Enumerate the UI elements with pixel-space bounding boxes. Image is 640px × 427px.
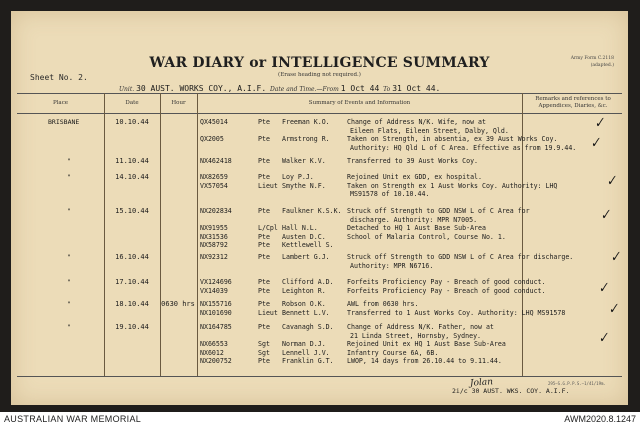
entry-line <box>200 190 520 200</box>
service-number: NX92312 <box>200 253 228 261</box>
service-number: NX462418 <box>200 157 232 165</box>
event-text: Change of Address N/K. Wife, now at <box>347 118 486 126</box>
handwritten-initial-mark: ✓ <box>608 249 623 266</box>
soldier-name: Loy P.J. <box>282 173 314 181</box>
handwritten-initial-mark: ✓ <box>598 207 613 224</box>
service-number: NX82659 <box>200 173 228 181</box>
column-header-place: Place <box>52 99 69 106</box>
unit-label: Unit. <box>119 86 135 93</box>
soldier-name: Leighton R. <box>282 286 326 295</box>
soldier-name: Robson O.K. <box>282 300 326 308</box>
column-header-hour: Hour <box>171 99 186 106</box>
rank: Lieut <box>258 181 278 190</box>
service-number: NX58792 <box>200 241 228 249</box>
event-text: Taken on Strength, in absentia, ex 39 Aust Works Coy. <box>347 135 558 143</box>
service-number: NX6012 <box>200 348 224 357</box>
service-number: NX155716 <box>200 300 232 308</box>
soldier-name: Freeman K.O. <box>282 118 330 126</box>
event-text: discharge. Authority: MPR N7005. <box>350 215 478 224</box>
soldier-name: Austen D.C. <box>282 232 326 241</box>
event-text: Rejoined Unit ex GDD, ex hospital. <box>347 173 482 181</box>
date-to: 31 Oct 44. <box>392 84 441 93</box>
rank: Pte <box>258 300 270 308</box>
handwritten-initial-mark: ✓ <box>606 301 621 318</box>
event-text: Authority: MPR N6716. <box>350 261 434 270</box>
rank: Pte <box>258 357 270 365</box>
rank: Sgt <box>258 340 270 348</box>
rank: Pte <box>258 278 270 286</box>
event-text: School of Malaria Control, Course No. 1. <box>347 232 506 241</box>
table-bottom-rule <box>17 376 622 377</box>
entry-line <box>200 157 520 167</box>
event-text: Struck off Strength to GDD NSW L of C Area for discharge. <box>347 253 574 261</box>
rank: L/Cpl <box>258 224 278 232</box>
event-text: Infantry Course 6A, 6B. <box>347 348 439 357</box>
event-text: Struck off Strength to GDD NSW L of C Area for <box>347 207 530 215</box>
handwritten-initial-mark: ✓ <box>604 173 619 190</box>
event-text: Transferred to 39 Aust Works Coy. <box>347 157 479 165</box>
column-header-remarks: Remarks and references to Appendices, Diaries, &c. <box>535 96 611 109</box>
column-header-date: Date <box>125 99 139 106</box>
unit-and-date-line <box>119 84 440 93</box>
event-text: Forfeits Proficiency Pay - Breach of good conduct. <box>347 286 546 295</box>
entry-place: " <box>67 207 71 215</box>
soldier-name: Faulkner K.S.K. <box>282 207 342 215</box>
entry-date: 15.10.44 <box>115 207 149 215</box>
service-number: NX202834 <box>200 207 232 215</box>
rank: Pte <box>258 232 270 241</box>
soldier-name: Armstrong R. <box>282 135 330 143</box>
event-text: 21 Linda Street, Hornsby, Sydney. <box>350 331 482 340</box>
date-from: 1 Oct 44 <box>340 84 380 93</box>
entry-place: " <box>67 278 71 286</box>
rank: Pte <box>258 241 270 249</box>
service-number: NX101690 <box>200 308 232 317</box>
entry-date: 11.10.44 <box>115 157 149 165</box>
rank: Sgt <box>258 348 270 357</box>
rank: Pte <box>258 118 270 126</box>
entry-line <box>200 262 520 272</box>
service-number: VX57054 <box>200 181 228 190</box>
archive-credit: AUSTRALIAN WAR MEMORIAL <box>4 414 142 424</box>
soldier-name: Walker K.V. <box>282 157 326 165</box>
handwritten-initial-mark: ✓ <box>596 280 611 297</box>
event-text: Transferred to 1 Aust Works Coy. Authority: LHQ MS91578 <box>347 308 566 317</box>
form-number-text: Army Form C.2118 <box>570 56 614 61</box>
event-text: Taken on Strength ex 1 Aust Works Coy. Authority: LHQ <box>347 181 558 190</box>
event-text: Rejoined Unit ex HQ 1 Aust Base Sub-Area <box>347 340 506 348</box>
event-text: MS91578 of 10.10.44. <box>350 190 430 198</box>
unit-value: 30 AUST. WORKS COY., A.I.F. <box>136 84 267 93</box>
event-text: Eileen Flats, Eileen Street, Dalby, Qld. <box>350 126 509 135</box>
service-number: NX200752 <box>200 357 232 365</box>
diary-title: WAR DIARY or INTELLIGENCE SUMMARY <box>149 55 490 71</box>
event-text: Authority: HQ Qld L of C Area. Effective as from 19.9.44. <box>350 143 577 152</box>
soldier-name: Smythe N.F. <box>282 181 326 190</box>
rank: Pte <box>258 173 270 181</box>
column-header-summary: Summary of Events and Information <box>308 99 411 106</box>
service-number: NX91955 <box>200 224 228 232</box>
entry-place: " <box>67 173 71 181</box>
soldier-name: Lambert G.J. <box>282 253 330 261</box>
soldier-name: Bennett L.V. <box>282 308 330 317</box>
entry-line <box>200 143 577 154</box>
handwritten-initial-mark: ✓ <box>596 330 611 347</box>
rank: Pte <box>258 207 270 215</box>
entry-date: 18.10.44 <box>115 300 149 308</box>
entry-date: 14.10.44 <box>115 173 149 181</box>
soldier-name: Hall N.L. <box>282 224 318 232</box>
form-number <box>571 55 614 69</box>
rank: Pte <box>258 286 270 295</box>
archive-accession-number: AWM2020.8.1247 <box>564 414 636 424</box>
soldier-name: Franklin G.T. <box>282 357 334 365</box>
rank: Lieut <box>258 308 278 317</box>
entry-line <box>200 241 520 251</box>
event-text: Change of Address N/K. Father, now at <box>347 323 494 331</box>
soldier-name: Norman D.J. <box>282 340 326 348</box>
rank: Pte <box>258 157 270 165</box>
handwritten-signature: Jolan <box>469 377 494 389</box>
event-text: AWL from 0630 hrs. <box>347 300 419 308</box>
event-text: Detached to HQ 1 Aust Base Sub-Area <box>347 224 486 232</box>
entry-hour: 0630 hrs <box>161 300 195 308</box>
entry-date: 16.10.44 <box>115 253 149 261</box>
column-divider <box>197 93 198 376</box>
handwritten-initial-mark: ✓ <box>592 115 607 132</box>
entry-date: 19.10.44 <box>115 323 149 331</box>
printer-code: 295—S.G.P.P.S.—1/41/19m. <box>548 381 606 386</box>
column-divider <box>104 93 105 376</box>
soldier-name: Cavanagh S.D. <box>282 323 334 331</box>
entry-place: " <box>67 300 71 308</box>
soldier-name: Kettlewell S. <box>282 241 334 249</box>
entry-date: 10.10.44 <box>115 118 149 126</box>
rank: Pte <box>258 323 270 331</box>
entry-place: " <box>67 323 71 331</box>
service-number: NX66553 <box>200 340 228 348</box>
entry-line <box>200 286 546 297</box>
date-label: Date and Time.—From <box>269 86 339 93</box>
diary-subtitle: (Erase heading not required.) <box>278 72 361 78</box>
form-note-text: (adapted.) <box>590 63 614 68</box>
soldier-name: Clifford A.D. <box>282 278 334 286</box>
soldier-name: Lennell J.V. <box>282 348 330 357</box>
entry-place: " <box>67 253 71 261</box>
rank: Pte <box>258 135 270 143</box>
entry-date: 17.10.44 <box>115 278 149 286</box>
handwritten-initial-mark: ✓ <box>588 135 603 152</box>
unit-stamp: 2i/c 30 AUST. WKS. COY. A.I.F. <box>452 387 570 395</box>
entry-line <box>200 357 520 367</box>
event-text: LWOP, 14 days from 26.10.44 to 9.11.44. <box>347 357 502 365</box>
rank: Pte <box>258 253 270 261</box>
to-label: To <box>383 86 391 93</box>
entry-line <box>200 308 566 319</box>
entry-place: BRISBANE <box>48 118 80 126</box>
service-number: NX164785 <box>200 323 232 331</box>
entry-place: " <box>67 157 71 165</box>
table-header-rule <box>17 113 622 114</box>
service-number: QX2005 <box>200 135 224 143</box>
service-number: NX31536 <box>200 232 228 241</box>
event-text: Forfeits Proficiency Pay - Breach of good conduct. <box>347 278 546 286</box>
service-number: VX14039 <box>200 286 228 295</box>
service-number: QX45014 <box>200 118 228 126</box>
column-divider <box>160 93 161 376</box>
sheet-number: Sheet No. 2. <box>30 73 88 82</box>
service-number: VX124696 <box>200 278 232 286</box>
